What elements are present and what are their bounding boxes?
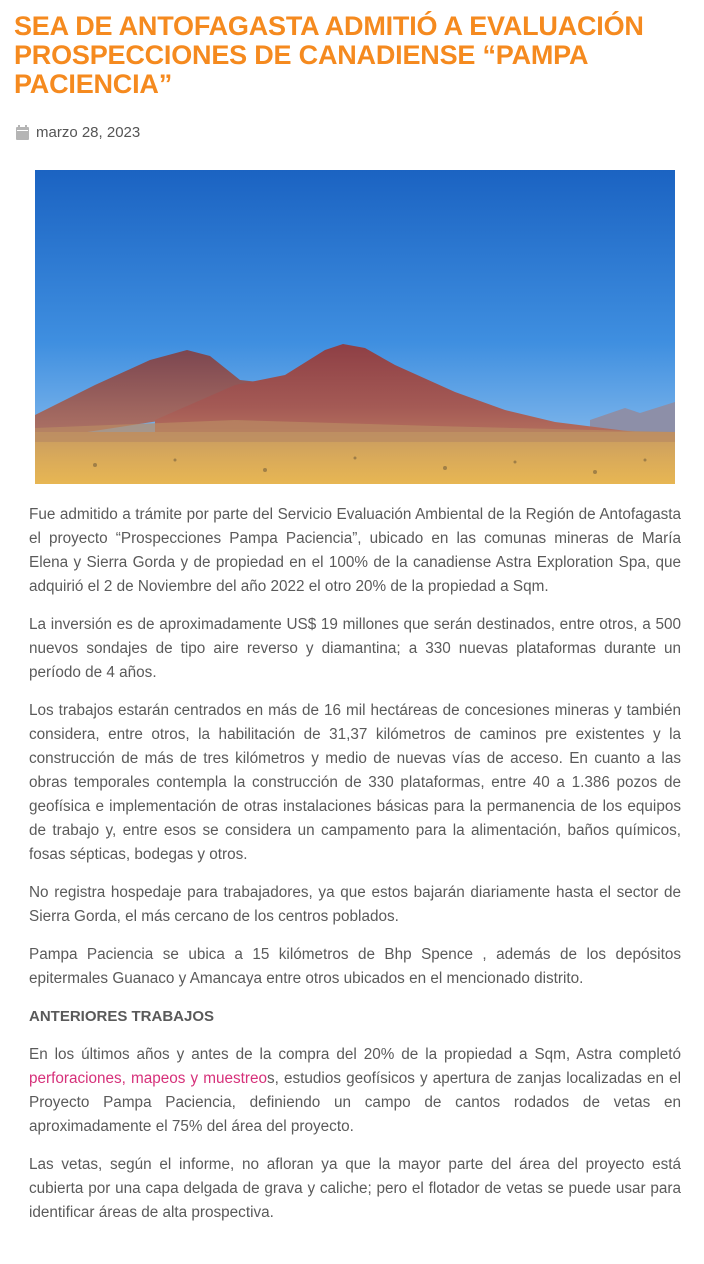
article-body xyxy=(29,503,681,1239)
paragraph-4: No registra hospedaje para trabajadores, ya que estos bajarán diariamente hasta el sector de Sierra Gorda, el más cercano de los centros poblados. xyxy=(29,884,681,925)
paragraph-2: La inversión es de aproximadamente US$ 19 millones que serán destinados, entre otros, a 500 nuevos sondajes de tipo aire reverso y diamantina; a 330 nuevas plataformas durante un período de 4 años. xyxy=(29,616,681,681)
post-date: marzo 28, 2023 xyxy=(36,124,141,141)
paragraph-1: Fue admitido a trámite por parte del Servicio Evaluación Ambiental de la Región de Antofagasta el proyecto “Prospecciones Pampa Paciencia”, ubicado en las comunas mineras de María Elena y Sierra Gorda y de propiedad en el 100% de la canadiense Astra Exploration Spa, que adquirió el 2 de Noviembre del año 2022 el otro 20% de la propiedad a Sqm. xyxy=(29,506,681,595)
paragraph-6-start: En los últimos años y antes de la compra del 20% de la propiedad a Sqm, Astra completó xyxy=(29,1046,681,1063)
paragraph-7: Las vetas, según el informe, no afloran ya que la mayor parte del área del proyecto está cubierta por una capa delgada de grava y caliche; pero el flotador de vetas se puede usar para identificar áreas de alta prospectiva. xyxy=(29,1156,681,1221)
perforaciones-link[interactable]: perforaciones, mapeos y muestreo xyxy=(29,1070,268,1087)
post-meta xyxy=(16,124,140,141)
paragraph-6-end: s, estudios geofísicos y apertura de zanjas localizadas en el Proyecto Pampa Paciencia, definiendo un campo de cantos rodados de vetas en aproximadamente el 75% del área del proyecto. xyxy=(29,1070,681,1135)
article-image xyxy=(35,170,675,484)
calendar-icon xyxy=(16,125,29,140)
mountain-landscape-image xyxy=(35,170,675,484)
paragraph-3: Los trabajos estarán centrados en más de 16 mil hectáreas de concesiones mineras y también considera, entre otros, la habilitación de 31,37 kilómetros de caminos pre existentes y la construcción de más de tres kilómetros y medio de nuevas vías de acceso. En cuanto a las obras temporales contempla la construcción de 330 plataformas, entre 40 a 1.386 pozos de geofísica e implementación de otras instalaciones básicas para la permanencia de los equipos de trabajo y, entre esos se considera un campamento para la alimentación, baños químicos, fosas sépticas, bodegas y otros. xyxy=(29,702,681,863)
article-title: SEA DE ANTOFAGASTA ADMITIÓ A EVALUACIÓN PROSPECCIONES DE CANADIENSE “PAMPA PACIENCIA” xyxy=(14,11,644,99)
paragraph-5: Pampa Paciencia se ubica a 15 kilómetros de Bhp Spence , además de los depósitos epitermales Guanaco y Amancaya entre otros ubicados en el mencionado distrito. xyxy=(29,946,681,987)
section-heading: ANTERIORES TRABAJOS xyxy=(29,1008,215,1025)
paragraph-6 xyxy=(29,1043,681,1139)
